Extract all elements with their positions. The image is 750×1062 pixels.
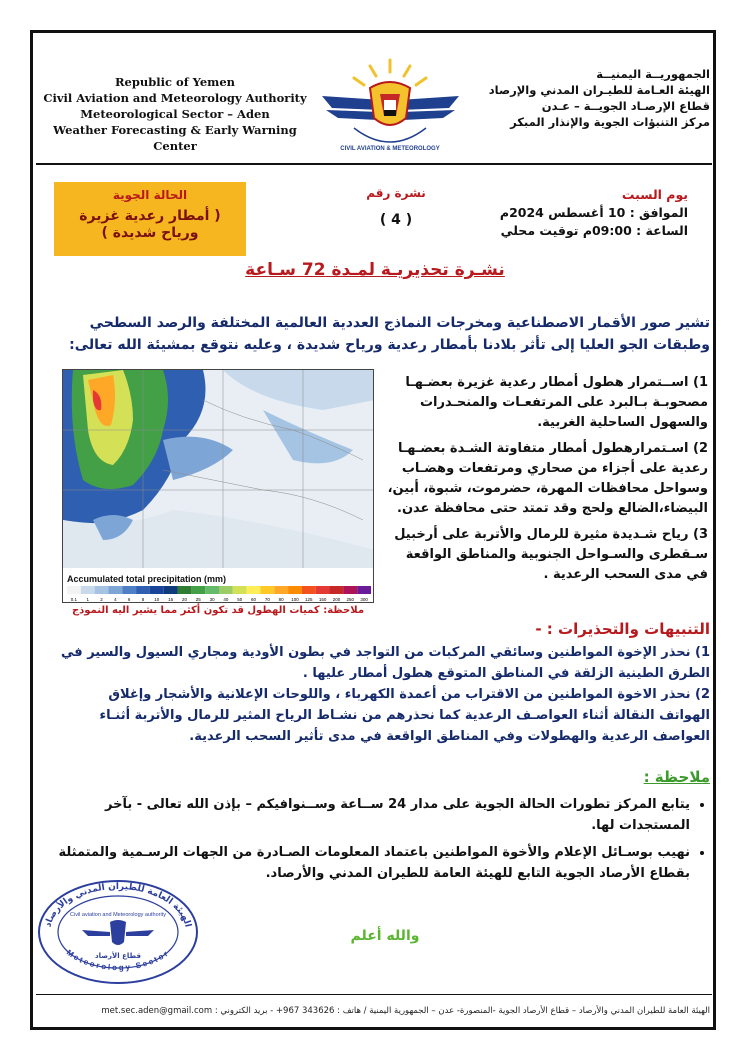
scale-swatch: [67, 586, 81, 594]
en-header-line: Meteorological Sector – Aden: [80, 107, 270, 121]
page-title: نشـرة تحذيريـة لمـدة 72 سـاعة: [245, 260, 505, 280]
note-item: • نهيب بوسـائل الإعلام والأخوة المواطنين باعتماد المعلومات الصـادرة من الجهات الرسـمية والمتمثلة بقطاع الأرصاد الجوية التابع للهيئة العامة للطيران المدني والأرصاد.: [58, 842, 690, 884]
scale-label: 80: [278, 597, 284, 602]
seal-top-text: الهيئة العامة للطيران المدني والأرصاد: [43, 881, 193, 929]
time-line: الساعة : 09:00م توقيت محلي: [500, 223, 688, 238]
ar-header-line: مركز التنبؤات الجوية والإنذار المبكر: [510, 115, 710, 129]
notes-list: [58, 794, 708, 890]
scale-swatch: [316, 586, 330, 594]
scale-swatch: [302, 586, 316, 594]
bulletin-number-block: [356, 186, 436, 228]
warnings-title: التنبيهات والتحذيرات : -: [535, 620, 710, 638]
scale-label: 70: [264, 597, 270, 602]
map-note: ملاحظة: كميات الهطول قد تكون أكثر مما يشير اليه النموذج: [71, 605, 365, 616]
footer-contact: الهيئة العامة للطيران المدني والأرصاد – قطاع الأرصاد الجوية -المنصورة- عدن – الجمهورية اليمنية / هاتف : 343626 967+ - بريد الكتروني : met.sec.aden@gmail.com: [101, 1006, 710, 1016]
scale-label: 6: [127, 597, 131, 602]
forecast-points: [380, 373, 708, 591]
logo-text: CIVIL AVIATION & METEOROLOGY: [340, 146, 440, 152]
date-line: الموافق : 10 أغسطس 2024م: [499, 205, 688, 220]
meteorology-sector-seal: [36, 878, 200, 986]
scale-label: 100: [291, 597, 299, 602]
scale-swatch: [122, 586, 136, 594]
seal-middle-text: Civil aviation and Meteorology authority: [70, 912, 166, 918]
scale-label: 200: [332, 597, 341, 602]
notes-title: ملاحظة :: [643, 768, 710, 786]
header-divider: [36, 163, 712, 165]
scale-label: 30: [209, 597, 215, 602]
scale-label: 250: [346, 597, 355, 602]
scale-label: 10: [154, 597, 160, 602]
date-block: [470, 186, 688, 240]
weather-status-box: [54, 182, 246, 256]
scale-label: 0.1: [70, 597, 78, 602]
scale-swatch: [136, 586, 150, 594]
scale-label: 8: [141, 597, 145, 602]
status-line-2: ورياح شديدة ): [101, 225, 199, 241]
note-item: • يتابع المركز تطورات الحالة الجوية على مدار 24 ســاعة وســنوافيكم – بإذن الله تعالى - بآخر المستجدات لها.: [58, 794, 690, 836]
en-header-line: Civil Aviation and Meteorology Authority: [43, 91, 307, 105]
arabic-header: [460, 66, 710, 130]
authority-logo: [318, 58, 463, 158]
forecast-point: 2) اسـتمرارهطول أمطار متفاوتة الشـدة بعضـهـا رعدية على أجزاء من صحاري ومرتفعات وهضـاب وسواحل محافظات المهرة، حضرموت، شبوة، أبين، البيضاء،الضالع ولحج وقد تمتد حتى محافظة عدن.: [387, 441, 708, 516]
scale-swatch: [357, 586, 371, 594]
english-header: [40, 74, 310, 154]
scale-swatch: [233, 586, 247, 594]
scale-label: 125: [305, 597, 313, 602]
scale-label: 50: [237, 597, 243, 602]
scale-swatch: [343, 586, 357, 594]
footer-divider: [36, 994, 712, 995]
seal-ar-bottom: قطاع الأرصاد: [95, 952, 141, 960]
scale-swatch: [205, 586, 219, 594]
scale-label: 25: [195, 597, 201, 602]
scale-swatch: [81, 586, 95, 594]
intro-paragraph: تشير صور الأقمار الاصطناعية ومخرجات النماذج العددية العالمية المختلفة والرصد السطحي وطبقات الجو العليا إلى تأثر بلادنا بأمطار رعدية ورياح شديدة ، وعليه نتوقع بمشيئة الله تعالى:: [69, 315, 710, 353]
en-header-line: Weather Forecasting & Early Warning Center: [53, 123, 297, 153]
scale-label: 4: [114, 597, 117, 602]
scale-label: 2: [100, 597, 103, 602]
scale-swatch: [274, 586, 288, 594]
map-graphic: [63, 370, 374, 603]
closing-phrase: والله أعلم: [350, 928, 420, 944]
scale-label: 150: [318, 597, 327, 602]
day-label: يوم السبت: [621, 187, 688, 202]
scale-swatch: [108, 586, 122, 594]
scale-swatch: [330, 586, 344, 594]
scale-swatch: [95, 586, 109, 594]
scale-swatch: [191, 586, 205, 594]
status-line-1: ( أمطار رعدية غزيرة: [79, 208, 221, 224]
warning-item: 2) نحذر الاخوة المواطنين من الاقتراب من أعمدة الكهرباء ، واللوحات الإعلانية والأشجار وإغلاق الهواتف النقالة أثناء العواصـف الرعدية كما نحذرهم من نشـاط الرياح المثير للرمال والأتربة أثنـاء العواصف الرعدية والهطولات وفي المناطق الواقعة في مدى تأثير السحب الرعدية.: [99, 687, 710, 744]
warnings-list: [58, 642, 710, 747]
scale-label: 1: [86, 597, 89, 602]
seal-bottom-text: Meteorology Sector: [64, 948, 172, 973]
map-legend-title: Accumulated total precipitation (mm): [67, 574, 227, 584]
scale-swatch: [219, 586, 233, 594]
bulletin-number: ( 4 ): [379, 212, 413, 228]
ar-header-line: قطاع الإرصـاد الجويــة – عـدن: [541, 99, 710, 113]
ar-header-line: الهيئة العـامة للطيـران المدني والإرصاد: [488, 83, 710, 97]
ar-header-line: الجمهوريــة اليمنيــة: [596, 67, 710, 81]
forecast-point: 3) رياح شـديدة مثيرة للرمال والأتربة على أرخبيل سـقطرى والسـواحل الجنوبية والمناطق الواقعة في مدى السحب الرعدية .: [394, 527, 708, 582]
scale-label: 20: [181, 597, 187, 602]
scale-swatch: [247, 586, 261, 594]
precipitation-map: [62, 369, 374, 603]
scale-swatch: [260, 586, 274, 594]
scale-label: 60: [251, 597, 257, 602]
scale-swatch: [164, 586, 178, 594]
scale-label: 15: [168, 597, 174, 602]
scale-swatch: [178, 586, 192, 594]
scale-label: 40: [223, 597, 229, 602]
bulletin-label: نشرة رقم: [366, 186, 426, 200]
scale-swatch: [288, 586, 302, 594]
scale-label: 300: [360, 597, 368, 602]
en-header-line: Republic of Yemen: [114, 75, 236, 89]
status-title: الحالة الجوية: [112, 188, 188, 202]
forecast-point: 1) اســتمرار هطول أمطار رعدية غزيرة بعضـهـا مصحوبـة بـالبرد على المرتفعـات والمنحـدرات والسهول الساحلية الغربية.: [405, 375, 708, 430]
warning-item: 1) نحذر الإخوة المواطنين وسائقي المركبات من التواجد في بطون الأودية ومجاري السيول والسير في الطرق الطينية الزلقة في المناطق المتوقع هطول أمطار عليها .: [61, 645, 710, 681]
scale-swatch: [150, 586, 164, 594]
